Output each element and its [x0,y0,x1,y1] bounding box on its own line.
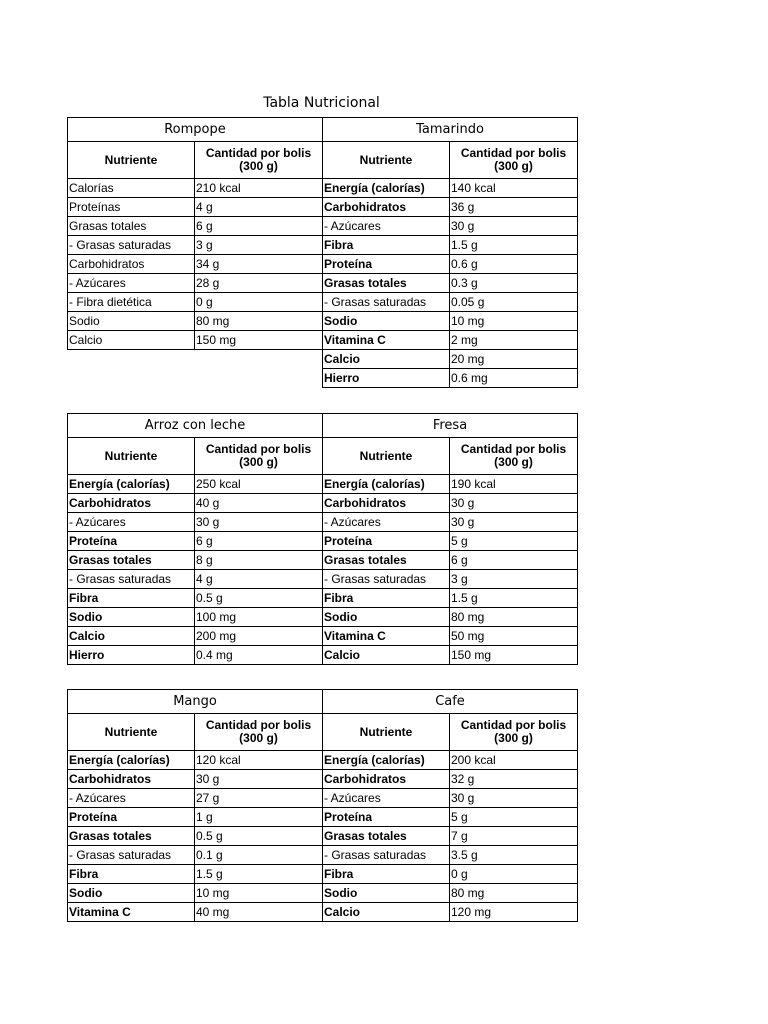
page-title: Tabla Nutricional [263,95,380,111]
nutrient-value: 0.6 mg [450,369,578,388]
nutrient-name: - Grasas saturadas [323,293,450,312]
nutrient-name: - Grasas saturadas [68,846,195,865]
table-row [68,608,323,627]
nutrient-value: 2 mg [450,331,578,350]
table-name: Mango [68,690,323,714]
table-row [323,589,578,608]
nutrient-value: 200 kcal [450,751,578,770]
header-amount [195,714,323,751]
nutrient-name: Sodio [68,884,195,903]
nutrient-name: Fibra [323,236,450,255]
nutrient-name: Grasas totales [323,274,450,293]
header-amount-line2: (300 g) [239,731,278,745]
nutrient-value: 36 g [450,198,578,217]
header-amount-line1: Cantidad por bolis [460,146,567,160]
table-row [323,865,578,884]
nutrient-name: Grasas totales [323,551,450,570]
table-name-row [68,414,323,438]
header-amount-line1: Cantidad por bolis [205,718,312,732]
nutrient-value: 0.3 g [450,274,578,293]
table-row [323,236,578,255]
table-row [68,808,323,827]
nutrient-value: 200 mg [195,627,323,646]
header-amount-line2: (300 g) [494,159,533,173]
header-amount-line1: Cantidad por bolis [460,718,567,732]
table-row [68,751,323,770]
nutrient-value: 120 kcal [195,751,323,770]
table-name: Arroz con leche [68,414,323,438]
nutrient-name: Proteína [68,532,195,551]
header-amount-line1: Cantidad por bolis [205,442,312,456]
table-name: Fresa [323,414,578,438]
nutrient-value: 4 g [195,198,323,217]
nutrition-table-grid [322,117,578,388]
header-nutrient: Nutriente [323,714,450,751]
header-amount-line1: Cantidad por bolis [205,146,312,160]
nutrient-value: 140 kcal [450,179,578,198]
nutrient-value: 150 mg [450,646,578,665]
header-nutrient: Nutriente [68,714,195,751]
nutrient-name: Vitamina C [323,331,450,350]
column-header-row [68,714,323,751]
nutrition-table-grid [67,413,323,665]
nutrient-name: Grasas totales [323,827,450,846]
nutrient-value: 1.5 g [450,236,578,255]
nutrition-table [67,117,322,350]
nutrient-value: 0.4 mg [195,646,323,665]
table-row [323,198,578,217]
nutrient-name: Energía (calorías) [323,751,450,770]
nutrient-name: - Azúcares [68,513,195,532]
nutrient-name: - Fibra dietética [68,293,195,312]
table-name-row [323,690,578,714]
table-row [68,627,323,646]
nutrient-name: Proteína [323,255,450,274]
nutrient-name: Energía (calorías) [323,475,450,494]
nutrient-value: 250 kcal [195,475,323,494]
nutrient-value: 120 mg [450,903,578,922]
table-row [323,369,578,388]
nutrient-value: 28 g [195,274,323,293]
table-name-row [323,118,578,142]
nutrient-name: Vitamina C [323,627,450,646]
nutrient-value: 1.5 g [450,589,578,608]
nutrient-value: 8 g [195,551,323,570]
nutrient-value: 5 g [450,532,578,551]
nutrient-name: Grasas totales [68,217,195,236]
nutrition-table [322,117,577,388]
table-row [323,827,578,846]
table-row [323,331,578,350]
nutrient-value: 5 g [450,808,578,827]
header-amount [450,714,578,751]
nutrient-name: Carbohidratos [68,770,195,789]
nutrient-value: 34 g [195,255,323,274]
table-row [323,770,578,789]
nutrient-value: 32 g [450,770,578,789]
header-amount-line2: (300 g) [494,731,533,745]
nutrient-name: Proteína [323,808,450,827]
nutrient-value: 6 g [195,217,323,236]
table-row [68,217,323,236]
nutrient-value: 20 mg [450,350,578,369]
table-row [68,532,323,551]
header-amount-line2: (300 g) [239,455,278,469]
nutrient-name: Carbohidratos [68,255,195,274]
header-amount [450,142,578,179]
table-row [323,627,578,646]
table-row [68,312,323,331]
table-row [323,551,578,570]
nutrient-name: Calcio [323,350,450,369]
column-header-row [323,438,578,475]
nutrient-name: - Grasas saturadas [323,570,450,589]
nutrient-name: - Azúcares [323,789,450,808]
nutrition-table [322,689,577,922]
nutrient-name: - Grasas saturadas [323,846,450,865]
nutrient-value: 30 g [450,217,578,236]
nutrient-name: Calcio [323,903,450,922]
table-row [68,179,323,198]
header-nutrient: Nutriente [323,438,450,475]
nutrient-value: 6 g [450,551,578,570]
nutrient-value: 0.5 g [195,589,323,608]
nutrient-name: Grasas totales [68,551,195,570]
nutrient-name: Grasas totales [68,827,195,846]
nutrition-table-grid [322,689,578,922]
table-row [323,255,578,274]
nutrient-value: 80 mg [450,884,578,903]
nutrient-value: 1.5 g [195,865,323,884]
table-row [68,770,323,789]
column-header-row [323,714,578,751]
nutrient-name: Proteína [68,808,195,827]
nutrient-value: 150 mg [195,331,323,350]
nutrient-name: - Azúcares [68,274,195,293]
nutrient-value: 40 g [195,494,323,513]
table-row [323,513,578,532]
nutrient-value: 30 g [450,789,578,808]
nutrient-value: 3 g [195,236,323,255]
nutrient-value: 0 g [450,865,578,884]
nutrient-value: 30 g [450,494,578,513]
nutrition-table-grid [67,117,323,350]
nutrient-value: 3.5 g [450,846,578,865]
nutrient-value: 40 mg [195,903,323,922]
nutrient-name: Sodio [323,608,450,627]
table-row [323,884,578,903]
nutrient-name: Carbohidratos [323,770,450,789]
nutrient-value: 10 mg [450,312,578,331]
nutrient-name: Energía (calorías) [68,475,195,494]
table-row [323,646,578,665]
header-nutrient: Nutriente [68,142,195,179]
nutrition-table [67,689,322,922]
nutrient-name: Hierro [68,646,195,665]
header-amount [195,142,323,179]
nutrient-name: Sodio [323,312,450,331]
table-row [323,570,578,589]
table-name-row [323,414,578,438]
nutrient-name: - Grasas saturadas [68,236,195,255]
nutrient-value: 0.5 g [195,827,323,846]
nutrient-value: 0.6 g [450,255,578,274]
nutrition-table-grid [67,689,323,922]
nutrient-name: Calcio [68,627,195,646]
table-row [323,789,578,808]
column-header-row [68,142,323,179]
nutrient-value: 0 g [195,293,323,312]
nutrition-table-grid [322,413,578,665]
nutrient-value: 80 mg [195,312,323,331]
nutrient-name: Proteínas [68,198,195,217]
table-row [323,532,578,551]
table-row [323,293,578,312]
table-row [323,608,578,627]
nutrient-name: - Azúcares [323,217,450,236]
nutrient-name: Fibra [68,589,195,608]
nutrient-value: 30 g [195,513,323,532]
nutrient-name: Calcio [68,331,195,350]
nutrient-name: Calcio [323,646,450,665]
table-row [68,846,323,865]
table-row [68,198,323,217]
nutrient-value: 100 mg [195,608,323,627]
nutrient-value: 27 g [195,789,323,808]
table-row [323,494,578,513]
header-amount-line2: (300 g) [239,159,278,173]
nutrient-value: 190 kcal [450,475,578,494]
nutrient-name: Sodio [68,312,195,331]
table-name: Tamarindo [323,118,578,142]
table-row [323,808,578,827]
nutrient-value: 0.05 g [450,293,578,312]
column-header-row [68,438,323,475]
table-row [68,589,323,608]
table-row [323,846,578,865]
table-row [68,903,323,922]
header-nutrient: Nutriente [68,438,195,475]
table-row [323,350,578,369]
nutrient-value: 6 g [195,532,323,551]
table-row [323,312,578,331]
nutrient-value: 4 g [195,570,323,589]
table-row [68,570,323,589]
nutrient-name: Energía (calorías) [68,751,195,770]
nutrient-name: Hierro [323,369,450,388]
header-amount [195,438,323,475]
nutrient-name: - Grasas saturadas [68,570,195,589]
table-row [323,903,578,922]
table-row [68,274,323,293]
column-header-row [323,142,578,179]
table-row [68,865,323,884]
nutrient-value: 80 mg [450,608,578,627]
nutrient-value: 30 g [195,770,323,789]
nutrient-value: 1 g [195,808,323,827]
table-name-row [68,690,323,714]
table-name: Rompope [68,118,323,142]
header-amount-line2: (300 g) [494,455,533,469]
table-row [68,293,323,312]
nutrient-name: Energía (calorías) [323,179,450,198]
nutrient-name: Carbohidratos [323,198,450,217]
nutrient-name: Carbohidratos [68,494,195,513]
nutrient-name: - Azúcares [68,789,195,808]
nutrient-name: Carbohidratos [323,494,450,513]
table-row [323,274,578,293]
table-row [68,475,323,494]
header-amount [450,438,578,475]
table-row [68,646,323,665]
nutrient-name: Vitamina C [68,903,195,922]
nutrient-value: 7 g [450,827,578,846]
nutrient-value: 3 g [450,570,578,589]
nutrient-value: 10 mg [195,884,323,903]
nutrient-name: Proteína [323,532,450,551]
nutrient-name: - Azúcares [323,513,450,532]
table-row [68,789,323,808]
table-row [68,236,323,255]
table-row [68,331,323,350]
table-row [68,551,323,570]
nutrient-name: Fibra [323,865,450,884]
nutrient-value: 210 kcal [195,179,323,198]
nutrient-value: 50 mg [450,627,578,646]
table-row [68,513,323,532]
table-row [323,217,578,236]
table-row [323,751,578,770]
nutrient-name: Fibra [323,589,450,608]
header-amount-line1: Cantidad por bolis [460,442,567,456]
nutrient-value: 30 g [450,513,578,532]
nutrient-name: Sodio [323,884,450,903]
table-row [68,255,323,274]
nutrient-name: Sodio [68,608,195,627]
nutrition-table [67,413,322,665]
table-row [323,179,578,198]
table-row [68,827,323,846]
nutrient-name: Calorías [68,179,195,198]
nutrient-name: Fibra [68,865,195,884]
nutrient-value: 0.1 g [195,846,323,865]
table-name: Cafe [323,690,578,714]
table-row [323,475,578,494]
table-row [68,884,323,903]
table-name-row [68,118,323,142]
table-row [68,494,323,513]
nutrition-table [322,413,577,665]
header-nutrient: Nutriente [323,142,450,179]
